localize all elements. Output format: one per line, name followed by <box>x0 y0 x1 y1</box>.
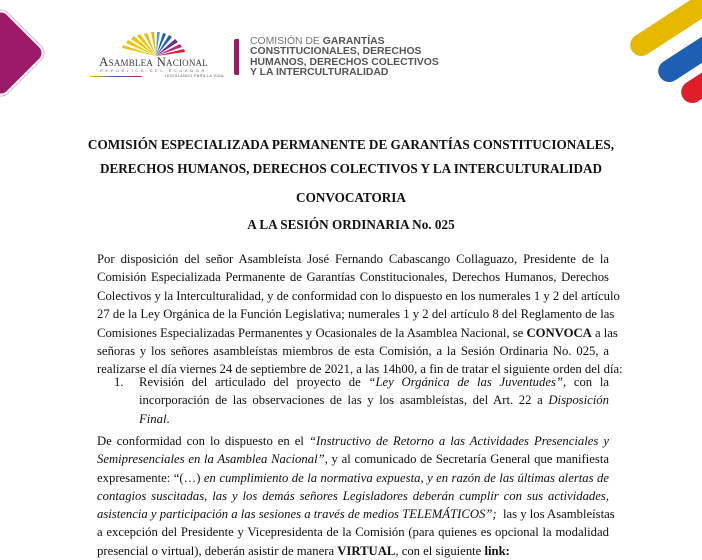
paragraph-line: a excepción del Presidente y Vicepresidenta de la Comisión (para quienes es opcional la modalidad <box>97 525 609 540</box>
paragraph-line: contagios suscitadas, las y los demás señores Legisladores deberán cumplir con sus actividades, <box>97 488 609 503</box>
document-title <box>0 133 702 237</box>
session-heading: A LA SESIÓN ORDINARIA No. 025 <box>247 217 455 232</box>
paragraph-line: 27 de la Ley Orgánica de la Función Legislativa; numerales 1 y 2 del artículo 8 del Reglamento de las <box>97 307 615 322</box>
convocation-paragraph <box>97 250 623 379</box>
commission-name <box>250 37 439 79</box>
agenda-line: Revisión del articulado del proyecto de “Ley Orgánica de las Juventudes”, con la <box>139 375 609 389</box>
link-label: link: <box>484 543 510 558</box>
convoca-emphasis: CONVOCA <box>526 325 592 340</box>
agenda-line: Final. <box>139 411 170 426</box>
paragraph-line: realizarse el día viernes 24 de septiembre de 2021, a las 14h00, a fin de tratar el siguiente orden del día: <box>97 362 623 377</box>
agenda-item <box>114 373 609 428</box>
paragraph-line: señoras y los señores asambleístas miembros de esta Comisión, a la Sesión Ordinaria No. 025, a <box>97 344 609 359</box>
commission-line: COMISIÓN DE GARANTÍAS <box>250 36 385 47</box>
modality-paragraph <box>97 432 615 560</box>
paragraph-line: Por disposición del señor Asambleísta José Fernando Cabascango Collaguazo, Presidente de la <box>97 252 609 266</box>
agenda-item-number: 1. <box>114 375 124 389</box>
paragraph-line: asistencia y participación a las sesiones a través de medios TELEMÁTICOS”; las y los Asambleístas <box>97 507 615 522</box>
commission-line: HUMANOS, DERECHOS COLECTIVOS <box>250 56 439 68</box>
logo-title: Asamblea Nacional <box>99 54 208 69</box>
commission-line: CONSTITUCIONALES, DERECHOS <box>250 46 422 58</box>
title-line-1: COMISIÓN ESPECIALIZADA PERMANENTE DE GARANTÍAS CONSTITUCIONALES, <box>87 137 615 152</box>
convocatoria-heading: CONVOCATORIA <box>296 190 406 205</box>
paragraph-line: De conformidad con lo dispuesto en el “Instructivo de Retorno a las Actividades Presenciales y <box>97 434 609 448</box>
paragraph-line: Comisión Especializada Permanente de Garantías Constitucionales, Derechos Humanos, Derechos <box>97 270 609 285</box>
title-line-2: DERECHOS HUMANOS, DERECHOS COLECTIVOS Y LA INTERCULTURALIDAD <box>99 161 603 176</box>
commission-divider-bar <box>234 39 239 75</box>
logo-tagline: LEGISLANDO PARA LA VIDA <box>164 74 224 78</box>
paragraph-line: presencial o virtual), deberán asistir de manera VIRTUAL, con el siguiente link: <box>97 543 510 558</box>
magenta-arrow-decoration <box>0 9 45 97</box>
logo-rule <box>90 76 142 77</box>
virtual-emphasis: VIRTUAL <box>337 543 396 558</box>
agenda-list <box>114 373 609 428</box>
law-title: “Ley Orgánica de las Juventudes” <box>368 375 563 389</box>
sunburst-icon <box>86 30 221 56</box>
paragraph-line: expresamente: “(…) en cumplimiento de la normativa expuesta, y en razón de las últimas alertas de <box>97 470 609 485</box>
paragraph-line: Comisiones Especializadas Permanentes y Ocasionales de la Asamblea Nacional, se CONVOCA a las <box>97 325 618 340</box>
asamblea-nacional-logo <box>86 30 224 80</box>
logo-subtitle: REPÚBLICA DEL ECUADOR <box>100 68 207 73</box>
agenda-line: incorporación de las observaciones de las y los asambleístas, del Art. 22 a Disposición <box>139 393 609 408</box>
paragraph-line: Semipresenciales en la Asamblea Nacional”, y al comunicado de Secretaría General que manifiesta <box>97 452 609 467</box>
letterhead <box>0 0 702 110</box>
paragraph-line: Colectivos y la Interculturalidad, y de conformidad con lo dispuesto en los numerales 1 y 2 del artículo <box>97 288 620 303</box>
commission-line: Y LA INTERCULTURALIDAD <box>250 67 389 79</box>
flag-stripes-decoration <box>580 0 702 110</box>
